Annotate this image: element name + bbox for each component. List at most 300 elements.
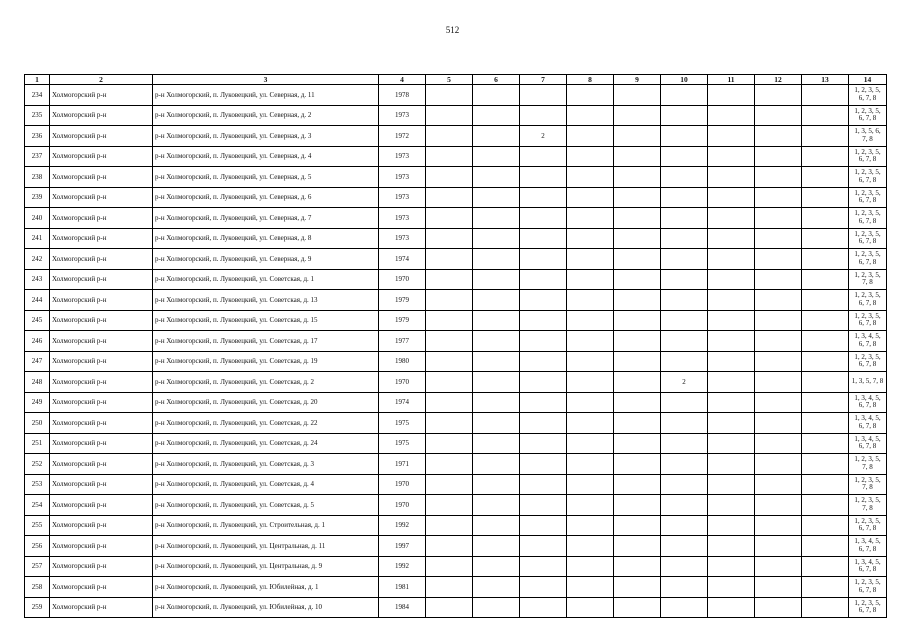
table-row (25, 351, 887, 372)
col11-cell (708, 85, 755, 106)
row-number: 248 (25, 372, 50, 393)
year-cell: 1981 (379, 577, 426, 598)
col12-cell (755, 474, 802, 495)
row-number: 249 (25, 392, 50, 413)
col12-cell (755, 146, 802, 167)
col12-cell (755, 85, 802, 106)
column-header-14: 14 (849, 75, 887, 85)
col8-cell (567, 310, 614, 331)
col14-cell: 1, 3, 4, 5, 6, 7, 8 (849, 536, 887, 557)
col12-cell (755, 167, 802, 188)
col7-cell (520, 433, 567, 454)
district-cell: Холмогорский р-н (50, 167, 153, 188)
address-cell: р-н Холмогорский, п. Луковецкий, ул. Советская, д. 19 (153, 351, 379, 372)
col6-cell (473, 474, 520, 495)
col14-cell: 1, 2, 3, 5, 6, 7, 8 (849, 167, 887, 188)
col7-cell (520, 105, 567, 126)
col11-cell (708, 392, 755, 413)
row-number: 250 (25, 413, 50, 434)
col8-cell (567, 187, 614, 208)
table-row (25, 474, 887, 495)
col11-cell (708, 208, 755, 229)
col12-cell (755, 126, 802, 147)
row-number: 242 (25, 249, 50, 270)
col5-cell (426, 556, 473, 577)
col9-cell (614, 454, 661, 475)
table-row (25, 228, 887, 249)
column-header-5: 5 (426, 75, 473, 85)
col7-cell (520, 146, 567, 167)
col11-cell (708, 351, 755, 372)
col6-cell (473, 187, 520, 208)
page-number: 512 (445, 25, 460, 35)
col10-cell (661, 597, 708, 618)
col9-cell (614, 597, 661, 618)
row-number: 237 (25, 146, 50, 167)
col6-cell (473, 372, 520, 393)
district-cell: Холмогорский р-н (50, 105, 153, 126)
col5-cell (426, 269, 473, 290)
col13-cell (802, 290, 849, 311)
district-cell: Холмогорский р-н (50, 577, 153, 598)
district-cell: Холмогорский р-н (50, 290, 153, 311)
year-cell: 1974 (379, 249, 426, 270)
district-cell: Холмогорский р-н (50, 597, 153, 618)
col7-cell (520, 556, 567, 577)
col11-cell (708, 126, 755, 147)
col10-cell (661, 249, 708, 270)
col11-cell (708, 597, 755, 618)
year-cell: 1970 (379, 372, 426, 393)
col14-cell: 1, 2, 3, 5, 6, 7, 8 (849, 515, 887, 536)
table-row (25, 146, 887, 167)
col9-cell (614, 392, 661, 413)
year-cell: 1973 (379, 187, 426, 208)
col12-cell (755, 331, 802, 352)
row-number: 252 (25, 454, 50, 475)
col14-cell: 1, 2, 3, 5, 7, 8 (849, 454, 887, 475)
col13-cell (802, 351, 849, 372)
col8-cell (567, 433, 614, 454)
col14-cell: 1, 2, 3, 5, 7, 8 (849, 495, 887, 516)
table-row (25, 208, 887, 229)
col14-cell: 1, 3, 4, 5, 6, 7, 8 (849, 392, 887, 413)
row-number: 253 (25, 474, 50, 495)
column-header-13: 13 (802, 75, 849, 85)
year-cell: 1980 (379, 351, 426, 372)
col5-cell (426, 167, 473, 188)
district-cell: Холмогорский р-н (50, 474, 153, 495)
year-cell: 1984 (379, 597, 426, 618)
district-cell: Холмогорский р-н (50, 310, 153, 331)
year-cell: 1979 (379, 310, 426, 331)
col5-cell (426, 515, 473, 536)
col13-cell (802, 331, 849, 352)
address-cell: р-н Холмогорский, п. Луковецкий, ул. Центральная, д. 11 (153, 536, 379, 557)
col9-cell (614, 351, 661, 372)
col13-cell (802, 515, 849, 536)
district-cell: Холмогорский р-н (50, 85, 153, 106)
col12-cell (755, 454, 802, 475)
col7-cell (520, 392, 567, 413)
col6-cell (473, 167, 520, 188)
col13-cell (802, 577, 849, 598)
col5-cell (426, 474, 473, 495)
col10-cell (661, 351, 708, 372)
col13-cell (802, 433, 849, 454)
col11-cell (708, 577, 755, 598)
col11-cell (708, 167, 755, 188)
col11-cell (708, 187, 755, 208)
housing-table (24, 74, 887, 618)
col10-cell (661, 392, 708, 413)
col13-cell (802, 146, 849, 167)
col13-cell (802, 413, 849, 434)
col11-cell (708, 536, 755, 557)
address-cell: р-н Холмогорский, п. Луковецкий, ул. Северная, д. 3 (153, 126, 379, 147)
col8-cell (567, 556, 614, 577)
col7-cell (520, 310, 567, 331)
address-cell: р-н Холмогорский, п. Луковецкий, ул. Северная, д. 2 (153, 105, 379, 126)
col6-cell (473, 146, 520, 167)
col14-cell: 1, 3, 4, 5, 6, 7, 8 (849, 556, 887, 577)
year-cell: 1973 (379, 146, 426, 167)
col9-cell (614, 167, 661, 188)
col5-cell (426, 433, 473, 454)
col12-cell (755, 392, 802, 413)
row-number: 241 (25, 228, 50, 249)
col11-cell (708, 310, 755, 331)
col12-cell (755, 105, 802, 126)
table-row (25, 433, 887, 454)
col14-cell: 1, 3, 4, 5, 6, 7, 8 (849, 331, 887, 352)
row-number: 243 (25, 269, 50, 290)
col8-cell (567, 372, 614, 393)
col11-cell (708, 372, 755, 393)
col5-cell (426, 495, 473, 516)
col6-cell (473, 392, 520, 413)
col6-cell (473, 433, 520, 454)
column-header-11: 11 (708, 75, 755, 85)
year-cell: 1973 (379, 105, 426, 126)
year-cell: 1970 (379, 495, 426, 516)
address-cell: р-н Холмогорский, п. Луковецкий, ул. Советская, д. 20 (153, 392, 379, 413)
year-cell: 1979 (379, 290, 426, 311)
district-cell: Холмогорский р-н (50, 228, 153, 249)
col8-cell (567, 228, 614, 249)
col7-cell (520, 228, 567, 249)
year-cell: 1977 (379, 331, 426, 352)
col8-cell (567, 126, 614, 147)
year-cell: 1974 (379, 392, 426, 413)
col10-cell (661, 536, 708, 557)
col8-cell (567, 105, 614, 126)
col7-cell: 2 (520, 126, 567, 147)
col13-cell (802, 392, 849, 413)
col14-cell: 1, 2, 3, 5, 6, 7, 8 (849, 597, 887, 618)
col10-cell (661, 515, 708, 536)
district-cell: Холмогорский р-н (50, 126, 153, 147)
row-number: 240 (25, 208, 50, 229)
address-cell: р-н Холмогорский, п. Луковецкий, ул. Центральная, д. 9 (153, 556, 379, 577)
district-cell: Холмогорский р-н (50, 269, 153, 290)
row-number: 255 (25, 515, 50, 536)
col5-cell (426, 126, 473, 147)
col11-cell (708, 515, 755, 536)
col5-cell (426, 105, 473, 126)
header-row (25, 75, 887, 85)
col11-cell (708, 413, 755, 434)
column-header-10: 10 (661, 75, 708, 85)
col5-cell (426, 351, 473, 372)
address-cell: р-н Холмогорский, п. Луковецкий, ул. Северная, д. 5 (153, 167, 379, 188)
col9-cell (614, 331, 661, 352)
column-header-7: 7 (520, 75, 567, 85)
col13-cell (802, 269, 849, 290)
col9-cell (614, 515, 661, 536)
col13-cell (802, 167, 849, 188)
address-cell: р-н Холмогорский, п. Луковецкий, ул. Северная, д. 8 (153, 228, 379, 249)
col13-cell (802, 536, 849, 557)
col8-cell (567, 577, 614, 598)
col14-cell: 1, 2, 3, 5, 6, 7, 8 (849, 208, 887, 229)
table-row (25, 556, 887, 577)
address-cell: р-н Холмогорский, п. Луковецкий, ул. Строительная, д. 1 (153, 515, 379, 536)
col9-cell (614, 556, 661, 577)
row-number: 257 (25, 556, 50, 577)
col7-cell (520, 167, 567, 188)
col10-cell (661, 556, 708, 577)
table-row (25, 536, 887, 557)
col11-cell (708, 290, 755, 311)
col7-cell (520, 474, 567, 495)
col14-cell: 1, 2, 3, 5, 6, 7, 8 (849, 187, 887, 208)
col8-cell (567, 495, 614, 516)
col14-cell: 1, 2, 3, 5, 7, 8 (849, 269, 887, 290)
district-cell: Холмогорский р-н (50, 146, 153, 167)
col7-cell (520, 85, 567, 106)
row-number: 244 (25, 290, 50, 311)
col9-cell (614, 474, 661, 495)
col13-cell (802, 228, 849, 249)
col10-cell (661, 208, 708, 229)
address-cell: р-н Холмогорский, п. Луковецкий, ул. Советская, д. 22 (153, 413, 379, 434)
col10-cell (661, 495, 708, 516)
district-cell: Холмогорский р-н (50, 208, 153, 229)
col10-cell (661, 310, 708, 331)
col12-cell (755, 556, 802, 577)
col7-cell (520, 290, 567, 311)
col13-cell (802, 556, 849, 577)
address-cell: р-н Холмогорский, п. Луковецкий, ул. Советская, д. 5 (153, 495, 379, 516)
row-number: 254 (25, 495, 50, 516)
year-cell: 1997 (379, 536, 426, 557)
col13-cell (802, 249, 849, 270)
table-row (25, 269, 887, 290)
col6-cell (473, 310, 520, 331)
col13-cell (802, 474, 849, 495)
col6-cell (473, 536, 520, 557)
column-header-1: 1 (25, 75, 50, 85)
col11-cell (708, 331, 755, 352)
col14-cell: 1, 3, 5, 7, 8 (849, 372, 887, 393)
col13-cell (802, 85, 849, 106)
col6-cell (473, 228, 520, 249)
col8-cell (567, 167, 614, 188)
col8-cell (567, 269, 614, 290)
col14-cell: 1, 2, 3, 5, 7, 8 (849, 474, 887, 495)
col9-cell (614, 495, 661, 516)
column-header-2: 2 (50, 75, 153, 85)
column-header-12: 12 (755, 75, 802, 85)
address-cell: р-н Холмогорский, п. Луковецкий, ул. Советская, д. 13 (153, 290, 379, 311)
col6-cell (473, 577, 520, 598)
col7-cell (520, 249, 567, 270)
col8-cell (567, 249, 614, 270)
district-cell: Холмогорский р-н (50, 433, 153, 454)
col9-cell (614, 146, 661, 167)
col11-cell (708, 269, 755, 290)
table-row (25, 290, 887, 311)
table-row (25, 577, 887, 598)
col9-cell (614, 290, 661, 311)
col14-cell: 1, 2, 3, 5, 6, 7, 8 (849, 351, 887, 372)
col10-cell (661, 85, 708, 106)
col6-cell (473, 597, 520, 618)
row-number: 236 (25, 126, 50, 147)
col6-cell (473, 454, 520, 475)
col10-cell (661, 433, 708, 454)
col5-cell (426, 536, 473, 557)
address-cell: р-н Холмогорский, п. Луковецкий, ул. Советская, д. 3 (153, 454, 379, 475)
col7-cell (520, 495, 567, 516)
col9-cell (614, 228, 661, 249)
col5-cell (426, 597, 473, 618)
year-cell: 1970 (379, 474, 426, 495)
address-cell: р-н Холмогорский, п. Луковецкий, ул. Советская, д. 4 (153, 474, 379, 495)
col6-cell (473, 495, 520, 516)
col5-cell (426, 413, 473, 434)
table-row (25, 413, 887, 434)
district-cell: Холмогорский р-н (50, 536, 153, 557)
col12-cell (755, 310, 802, 331)
col8-cell (567, 351, 614, 372)
col7-cell (520, 351, 567, 372)
address-cell: р-н Холмогорский, п. Луковецкий, ул. Северная, д. 9 (153, 249, 379, 270)
col5-cell (426, 454, 473, 475)
row-number: 247 (25, 351, 50, 372)
year-cell: 1975 (379, 433, 426, 454)
col10-cell (661, 105, 708, 126)
district-cell: Холмогорский р-н (50, 454, 153, 475)
col10-cell (661, 167, 708, 188)
col7-cell (520, 413, 567, 434)
col14-cell: 1, 2, 3, 5, 6, 7, 8 (849, 290, 887, 311)
col10-cell (661, 413, 708, 434)
col10-cell (661, 331, 708, 352)
col12-cell (755, 249, 802, 270)
col9-cell (614, 433, 661, 454)
year-cell: 1975 (379, 413, 426, 434)
col8-cell (567, 85, 614, 106)
district-cell: Холмогорский р-н (50, 556, 153, 577)
district-cell: Холмогорский р-н (50, 392, 153, 413)
col14-cell: 1, 2, 3, 5, 6, 7, 8 (849, 577, 887, 598)
col11-cell (708, 105, 755, 126)
col9-cell (614, 85, 661, 106)
year-cell: 1971 (379, 454, 426, 475)
col14-cell: 1, 2, 3, 5, 6, 7, 8 (849, 310, 887, 331)
column-header-6: 6 (473, 75, 520, 85)
district-cell: Холмогорский р-н (50, 249, 153, 270)
col14-cell: 1, 2, 3, 5, 6, 7, 8 (849, 146, 887, 167)
table-row (25, 105, 887, 126)
col12-cell (755, 495, 802, 516)
col5-cell (426, 392, 473, 413)
col14-cell: 1, 2, 3, 5, 6, 7, 8 (849, 105, 887, 126)
col12-cell (755, 372, 802, 393)
col8-cell (567, 392, 614, 413)
col12-cell (755, 290, 802, 311)
col5-cell (426, 228, 473, 249)
col7-cell (520, 372, 567, 393)
col12-cell (755, 187, 802, 208)
district-cell: Холмогорский р-н (50, 351, 153, 372)
address-cell: р-н Холмогорский, п. Луковецкий, ул. Советская, д. 17 (153, 331, 379, 352)
address-cell: р-н Холмогорский, п. Луковецкий, ул. Северная, д. 6 (153, 187, 379, 208)
table-row (25, 249, 887, 270)
col10-cell (661, 577, 708, 598)
col10-cell (661, 454, 708, 475)
col13-cell (802, 310, 849, 331)
col7-cell (520, 454, 567, 475)
row-number: 256 (25, 536, 50, 557)
col9-cell (614, 126, 661, 147)
address-cell: р-н Холмогорский, п. Луковецкий, ул. Северная, д. 4 (153, 146, 379, 167)
col13-cell (802, 208, 849, 229)
col14-cell: 1, 3, 4, 5, 6, 7, 8 (849, 433, 887, 454)
col12-cell (755, 208, 802, 229)
col12-cell (755, 536, 802, 557)
address-cell: р-н Холмогорский, п. Луковецкий, ул. Юбилейная, д. 1 (153, 577, 379, 598)
table-row (25, 310, 887, 331)
row-number: 258 (25, 577, 50, 598)
col9-cell (614, 208, 661, 229)
col6-cell (473, 331, 520, 352)
table-row (25, 392, 887, 413)
col11-cell (708, 433, 755, 454)
col10-cell (661, 187, 708, 208)
district-cell: Холмогорский р-н (50, 515, 153, 536)
district-cell: Холмогорский р-н (50, 413, 153, 434)
column-header-9: 9 (614, 75, 661, 85)
year-cell: 1970 (379, 269, 426, 290)
col8-cell (567, 515, 614, 536)
table-row (25, 372, 887, 393)
col9-cell (614, 187, 661, 208)
col7-cell (520, 208, 567, 229)
col8-cell (567, 146, 614, 167)
row-number: 235 (25, 105, 50, 126)
row-number: 234 (25, 85, 50, 106)
col7-cell (520, 269, 567, 290)
row-number: 259 (25, 597, 50, 618)
col9-cell (614, 310, 661, 331)
col6-cell (473, 85, 520, 106)
year-cell: 1978 (379, 85, 426, 106)
district-cell: Холмогорский р-н (50, 331, 153, 352)
col13-cell (802, 187, 849, 208)
